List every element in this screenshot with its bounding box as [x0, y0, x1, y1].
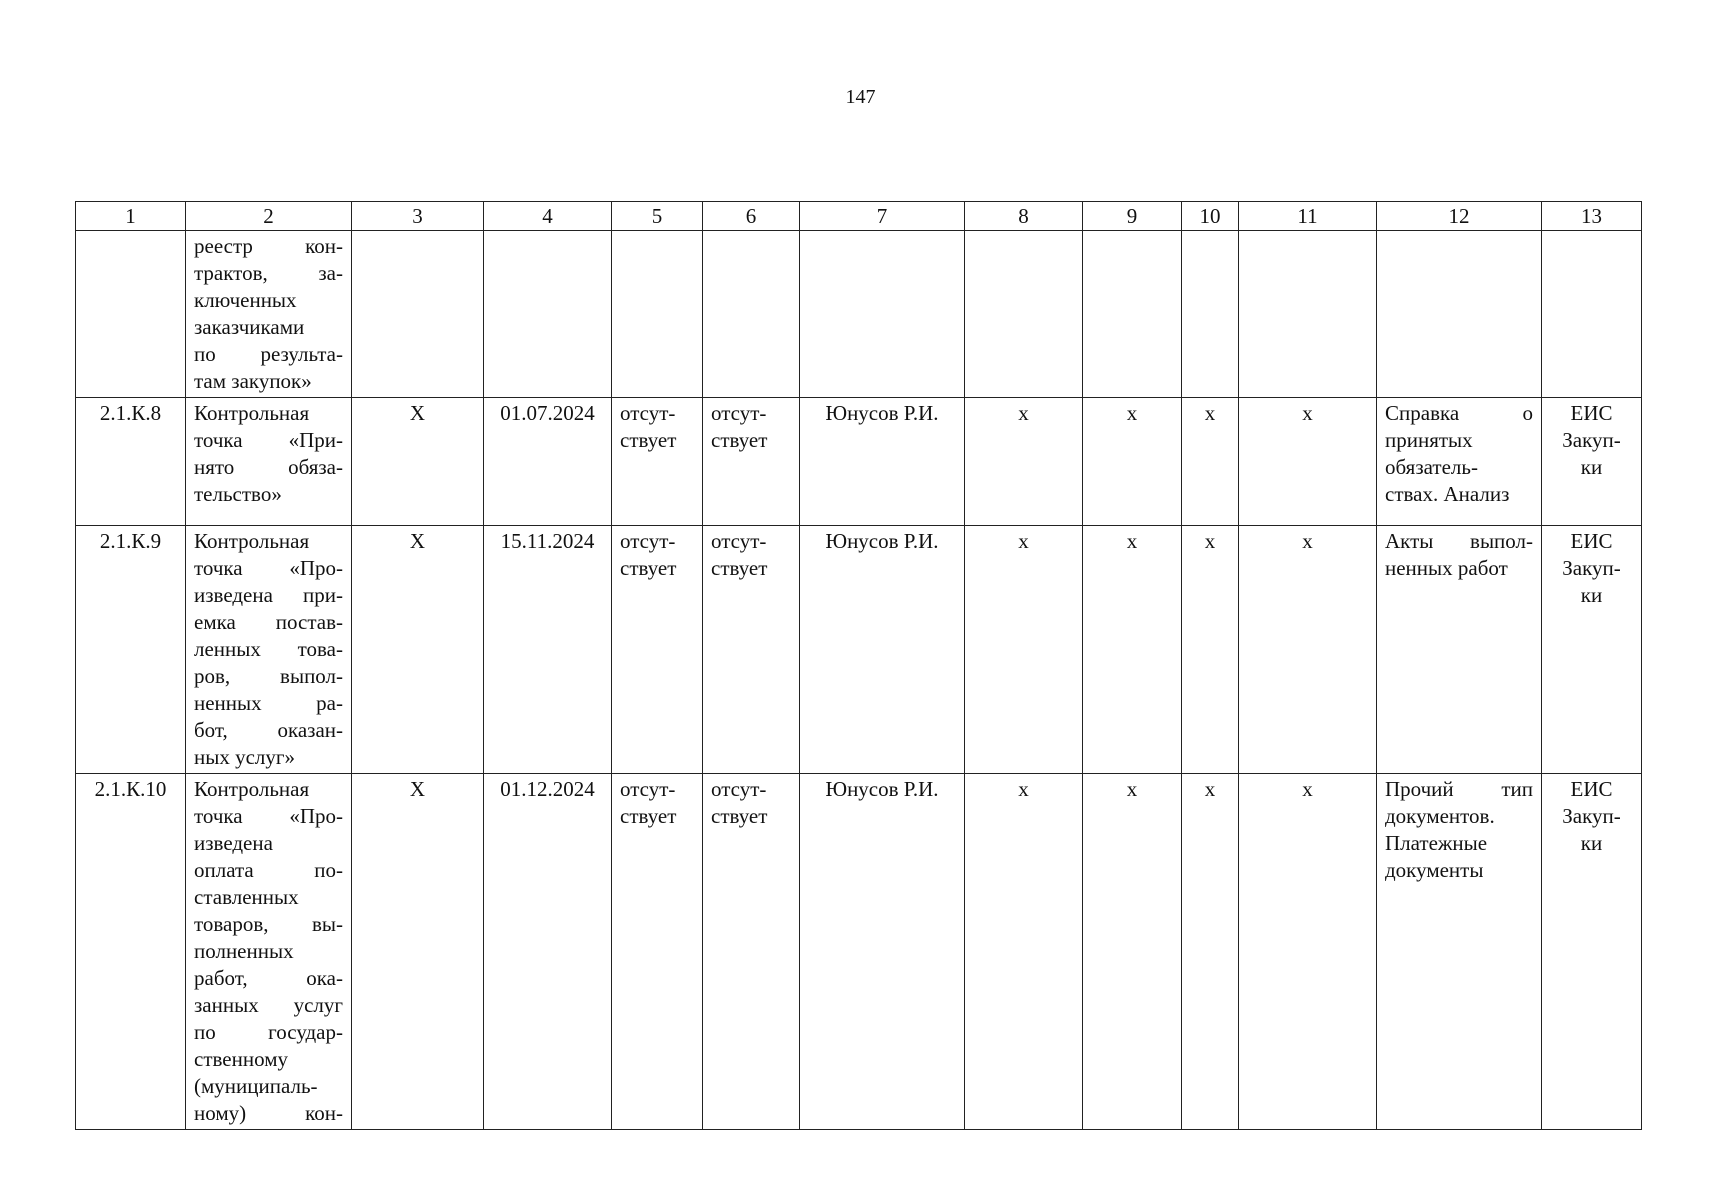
text-line: ственному: [194, 1047, 288, 1071]
cell-mark: x: [965, 774, 1083, 1130]
text-line: документов.: [1385, 804, 1495, 828]
text-line: ненных ра-: [194, 691, 343, 715]
text-line: Контрольная: [194, 401, 310, 425]
cell-system: ЕИС Закуп- ки: [1542, 526, 1642, 774]
column-number: 5: [612, 202, 703, 231]
cell-description: [186, 398, 352, 526]
text-line: Платежные: [1385, 831, 1488, 855]
cell-date: 01.12.2024: [484, 774, 612, 1130]
cell-system: ЕИС Закуп- ки: [1542, 774, 1642, 1130]
text-line: обязатель-: [1385, 455, 1478, 479]
text-line: занных услуг: [194, 993, 343, 1017]
cell-status: отсут- ствует: [703, 774, 800, 1130]
text-line: работ, ока-: [194, 966, 343, 990]
cell-mark: X: [352, 526, 484, 774]
cell-id: 2.1.К.8: [76, 398, 186, 526]
cell: [965, 231, 1083, 398]
text-line: Контрольная: [194, 777, 310, 801]
column-number: 6: [703, 202, 800, 231]
text-line: Контрольная: [194, 529, 310, 553]
text-line: принятых: [1385, 428, 1473, 452]
table-row: [76, 231, 1642, 398]
cell-mark: x: [1182, 398, 1239, 526]
cell-status: отсут- ствует: [612, 526, 703, 774]
cell: [1083, 231, 1182, 398]
text-line: изведена при-: [194, 583, 343, 607]
cell: [1542, 231, 1642, 398]
text-line: Прочий тип: [1385, 777, 1533, 801]
text-line: ленных това-: [194, 637, 343, 661]
text-line: трактов, за-: [194, 261, 343, 285]
cell-date: 01.07.2024: [484, 398, 612, 526]
text-line: тельство»: [194, 482, 282, 506]
text-line: нято обяза-: [194, 455, 343, 479]
text-line: по государ-: [194, 1020, 343, 1044]
page-number: 147: [845, 86, 876, 108]
text-line: точка «Про-: [194, 804, 343, 828]
text-line: Акты выпол-: [1385, 529, 1533, 553]
cell-id: 2.1.К.9: [76, 526, 186, 774]
cell-status: отсут- ствует: [703, 398, 800, 526]
text-line: оплата по-: [194, 858, 343, 882]
text-line: заказчиками: [194, 315, 305, 339]
control-points-table: [75, 201, 1642, 1130]
cell: [484, 231, 612, 398]
text-line: ных услуг»: [194, 745, 296, 769]
cell-responsible: Юнусов Р.И.: [800, 526, 965, 774]
text-line: ставленных: [194, 885, 299, 909]
cell-status: отсут- ствует: [703, 526, 800, 774]
column-number: 4: [484, 202, 612, 231]
cell-mark: x: [1083, 774, 1182, 1130]
cell: [800, 231, 965, 398]
cell-mark: x: [1182, 526, 1239, 774]
text-line: (муниципаль-: [194, 1074, 318, 1098]
text-line: ключенных: [194, 288, 297, 312]
cell-document: [1377, 398, 1542, 526]
cell-status: отсут- ствует: [612, 398, 703, 526]
cell: [352, 231, 484, 398]
column-number: 1: [76, 202, 186, 231]
cell-date: 15.11.2024: [484, 526, 612, 774]
table-row: [76, 774, 1642, 1130]
text-line: емка постав-: [194, 610, 343, 634]
text-line: точка «Про-: [194, 556, 343, 580]
column-number: 13: [1542, 202, 1642, 231]
column-number: 12: [1377, 202, 1542, 231]
cell: [703, 231, 800, 398]
cell-mark: x: [1182, 774, 1239, 1130]
text-line: ненных работ: [1385, 556, 1508, 580]
cell: [1239, 231, 1377, 398]
column-number-row: [76, 202, 1642, 231]
text-line: товаров, вы-: [194, 912, 343, 936]
cell-status: отсут- ствует: [612, 774, 703, 1130]
text-line: бот, оказан-: [194, 718, 343, 742]
text-line: ров, выпол-: [194, 664, 343, 688]
cell-mark: x: [1239, 398, 1377, 526]
column-number: 3: [352, 202, 484, 231]
text-line: точка «При-: [194, 428, 343, 452]
cell-mark: x: [1083, 526, 1182, 774]
text-line: изведена: [194, 831, 273, 855]
cell-description: [186, 526, 352, 774]
column-number: 8: [965, 202, 1083, 231]
text-line: реестр кон-: [194, 234, 343, 258]
column-number: 2: [186, 202, 352, 231]
table-row: [76, 398, 1642, 526]
text-line: ствах. Анализ: [1385, 482, 1510, 506]
cell-description: [186, 231, 352, 398]
cell-description: [186, 774, 352, 1130]
cell-responsible: Юнусов Р.И.: [800, 774, 965, 1130]
text-line: Справка о: [1385, 401, 1533, 425]
text-line: полненных: [194, 939, 294, 963]
cell: [612, 231, 703, 398]
column-number: 9: [1083, 202, 1182, 231]
cell-mark: x: [1239, 526, 1377, 774]
table-row: [76, 526, 1642, 774]
cell-mark: x: [1083, 398, 1182, 526]
cell-mark: x: [965, 398, 1083, 526]
cell-document: [1377, 774, 1542, 1130]
cell-system: ЕИС Закуп- ки: [1542, 398, 1642, 526]
text-line: по результа-: [194, 342, 343, 366]
cell-mark: X: [352, 774, 484, 1130]
cell-mark: X: [352, 398, 484, 526]
text-line: ному) кон-: [194, 1101, 343, 1125]
cell-mark: x: [965, 526, 1083, 774]
column-number: 7: [800, 202, 965, 231]
cell-document: [1377, 526, 1542, 774]
cell-responsible: Юнусов Р.И.: [800, 398, 965, 526]
cell-mark: x: [1239, 774, 1377, 1130]
text-line: там закупок»: [194, 369, 312, 393]
cell: [1377, 231, 1542, 398]
column-number: 11: [1239, 202, 1377, 231]
cell-id: [76, 231, 186, 398]
column-number: 10: [1182, 202, 1239, 231]
cell-id: 2.1.К.10: [76, 774, 186, 1130]
text-line: документы: [1385, 858, 1484, 882]
cell: [1182, 231, 1239, 398]
